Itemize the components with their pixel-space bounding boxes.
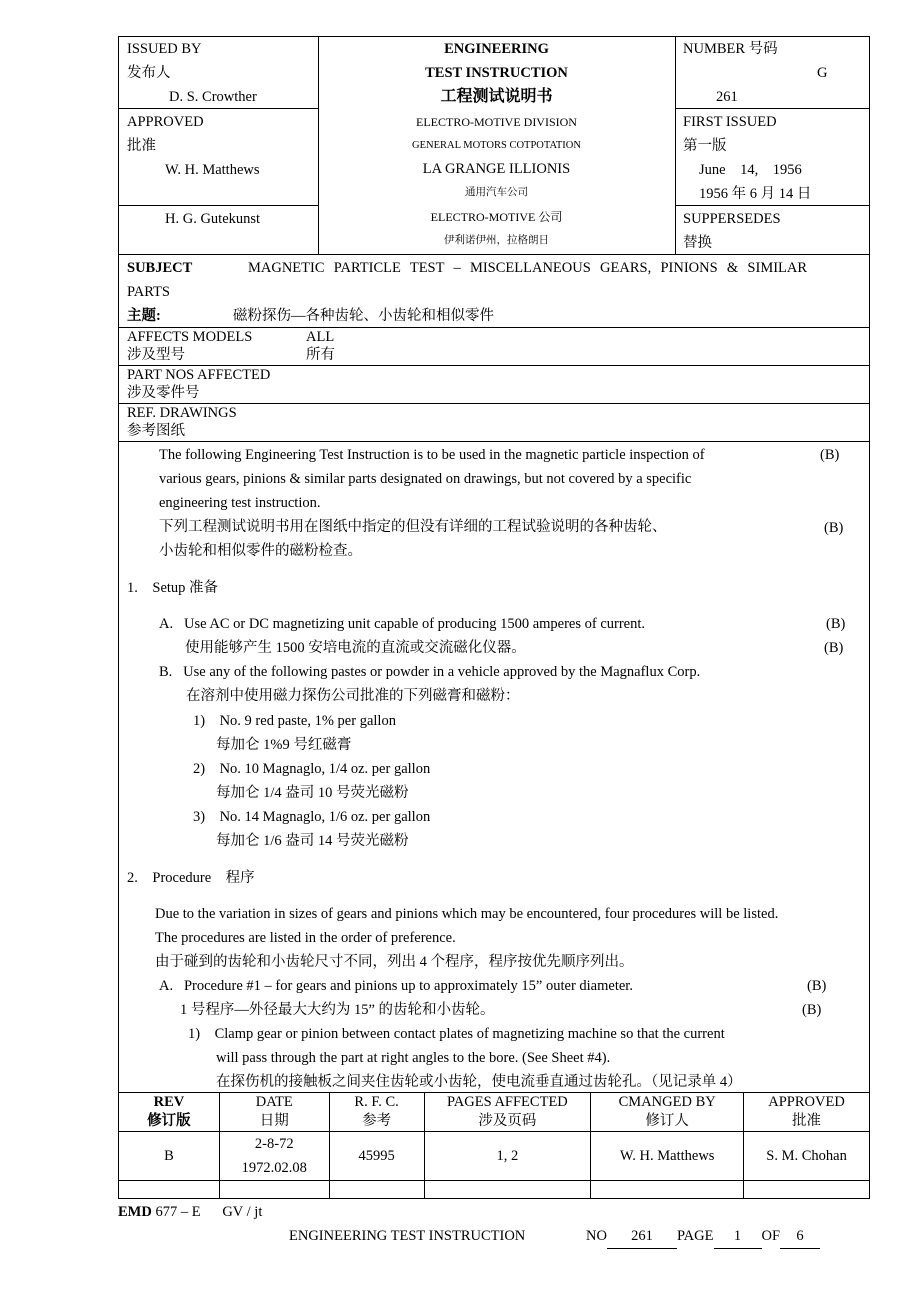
table-row <box>119 1132 870 1181</box>
revision-table-header <box>119 1093 870 1132</box>
models-label: AFFECTS MODELS <box>127 329 253 345</box>
subject-text-line1: MAGNETIC PARTICLE TEST – MISCELLANEOUS GEARS, PINIONS & SIMILAR <box>248 260 808 276</box>
subject-text-cn: 磁粉探伤—各种齿轮、小齿轮和相似零件 <box>233 308 494 324</box>
section-1b2-cn: 每加仑 1/4 盎司 10 号荧光磁粉 <box>216 785 409 801</box>
border-right <box>869 36 870 1092</box>
corporation-name: GENERAL MOTORS COTPOTATION <box>412 140 581 151</box>
first-issued-label: FIRST ISSUED <box>683 114 777 130</box>
number-suffix: G <box>817 65 828 81</box>
revision-table <box>118 1092 870 1199</box>
cell-rev: B <box>119 1132 220 1181</box>
location-name-cn: 伊利诺伊州，拉格朗日 <box>444 235 549 246</box>
section-2a-cn: 1 号程序—外径最大大约为 15” 的齿轮和小齿轮。 <box>180 1002 495 1018</box>
models-label-cn: 涉及型号 <box>127 347 185 363</box>
footer-of-value: 6 <box>780 1224 820 1249</box>
issued-by-label: ISSUED BY <box>127 41 202 57</box>
header-cell-rev: REV 修订版 <box>119 1093 220 1132</box>
approved-label-cn: 批准 <box>127 138 156 154</box>
section-2-title: 2. Procedure 程序 <box>127 870 255 886</box>
issued-by-label-cn: 发布人 <box>127 65 171 81</box>
number-value: 261 <box>716 89 738 105</box>
approved-label: APPROVED <box>127 114 204 130</box>
part-nos-label-cn: 涉及零件号 <box>127 385 200 401</box>
number-label: NUMBER 号码 <box>683 41 778 57</box>
section-1b1-en: 1) No. 9 red paste, 1% per gallon <box>193 713 396 729</box>
rev-mark: (B) <box>807 978 827 994</box>
section-2-intro-cn: 由于碰到的齿轮和小齿轮尺寸不同，列出 4 个程序，程序按优先顺序列出。 <box>155 954 634 970</box>
header-cell-date: DATE 日期 <box>219 1093 329 1132</box>
part-nos-label: PART NOS AFFECTED <box>127 367 271 383</box>
division-name-cn: ELECTRO-MOTIVE 公司 <box>430 210 563 224</box>
intro-cn-line2: 小齿轮和相似零件的磁粉检查。 <box>159 543 362 559</box>
footer-no-value: 261 <box>607 1224 677 1249</box>
issued-by-name: D. S. Crowther <box>169 89 257 105</box>
subject-text-line2: PARTS <box>127 284 170 300</box>
section-2-intro-en2: The procedures are listed in the order of preference. <box>155 930 456 946</box>
section-1b3-cn: 每加仑 1/6 盎司 14 号荧光磁粉 <box>216 833 409 849</box>
header-cell-pages: PAGES AFFECTED 涉及页码 <box>424 1093 591 1132</box>
cell-rfc: 45995 <box>329 1132 424 1181</box>
section-1-title: 1. Setup 准备 <box>127 580 219 596</box>
doc-title-cn: 工程测试说明书 <box>440 88 553 105</box>
footer-page-label: PAGE <box>676 1228 714 1244</box>
subject-label-cn: 主题: <box>127 308 161 324</box>
rule-header-bottom <box>118 254 870 255</box>
rev-mark: (B) <box>824 640 844 656</box>
intro-en-line1: The following Engineering Test Instruction is to be used in the magnetic particle inspection of <box>159 447 705 463</box>
rev-mark: (B) <box>824 520 844 536</box>
corporation-name-cn: 通用汽车公司 <box>465 187 528 198</box>
ref-drawings-label-cn: 参考图纸 <box>127 423 185 439</box>
section-2a1-cn: 在探伤机的接触板之间夹住齿轮或小齿轮，使电流垂直通过齿轮孔。（见记录单 4） <box>216 1074 742 1090</box>
section-2-intro-en1: Due to the variation in sizes of gears and pinions which may be encountered, four procedures will be listed. <box>155 906 779 922</box>
approved-name-2: H. G. Gutekunst <box>165 211 261 227</box>
header-cell-changed-by: CMANGED BY 修订人 <box>591 1093 744 1132</box>
section-1b-cn: 在溶剂中使用磁力探伤公司批准的下列磁膏和磁粉： <box>186 688 520 704</box>
border-left <box>118 36 119 1092</box>
first-issued-date-cn: 1956 年 6 月 14 日 <box>699 186 812 202</box>
section-1b1-cn: 每加仑 1%9 号红磁膏 <box>216 737 352 753</box>
supersedes-label: SUPPERSEDES <box>683 211 781 227</box>
section-2a1-en2: will pass through the part at right angles to the bore. (See Sheet #4). <box>216 1050 611 1066</box>
rule-header-1b <box>675 108 870 109</box>
section-2a-en: A. Procedure #1 – for gears and pinions up to approximately 15” outer diameter. <box>159 978 633 994</box>
rev-mark: (B) <box>802 1002 822 1018</box>
section-1a-cn: 使用能够产生 1500 安培电流的直流或交流磁化仪器。 <box>185 640 526 656</box>
intro-en-line2: various gears, pinions & similar parts designated on drawings, but not covered by a specific <box>159 471 692 487</box>
footer-page-value: 1 <box>714 1224 762 1249</box>
approved-name-1: W. H. Matthews <box>165 162 260 178</box>
footer-title: ENGINEERING TEST INSTRUCTION <box>289 1228 526 1244</box>
footer-of-label: OF <box>761 1228 781 1244</box>
footer-pagination <box>586 1224 820 1249</box>
intro-en-line3: engineering test instruction. <box>159 495 321 511</box>
models-value: ALL <box>306 329 335 345</box>
rule-header-2 <box>118 205 318 206</box>
section-1b-en: B. Use any of the following pastes or powder in a vehicle approved by the Magnaflux Corp. <box>159 664 701 680</box>
first-issued-label-cn: 第一版 <box>683 138 727 154</box>
footer-no-label: NO <box>586 1228 607 1244</box>
division-name: ELECTRO-MOTIVE DIVISION <box>416 115 577 129</box>
section-1a-en: A. Use AC or DC magnetizing unit capable of producing 1500 amperes of current. <box>159 616 646 632</box>
section-1b2-en: 2) No. 10 Magnaglo, 1/4 oz. per gallon <box>193 761 431 777</box>
location-name: LA GRANGE ILLIONIS <box>422 161 571 177</box>
section-1b3-en: 3) No. 14 Magnaglo, 1/6 oz. per gallon <box>193 809 431 825</box>
cell-approved: S. M. Chohan <box>744 1132 870 1181</box>
doc-title-line1: ENGINEERING <box>444 41 549 57</box>
cell-changed-by: W. H. Matthews <box>591 1132 744 1181</box>
first-issued-date: June 14, 1956 <box>699 162 802 178</box>
cell-pages: 1, 2 <box>424 1132 591 1181</box>
header-cell-approved: APPROVED 批准 <box>744 1093 870 1132</box>
header-cell-rfc: R. F. C. 参考 <box>329 1093 424 1132</box>
form-number: EMD 677 – E GV / jt <box>118 1204 263 1220</box>
rev-mark: (B) <box>826 616 846 632</box>
subject-label: SUBJECT <box>127 260 193 276</box>
table-row-empty <box>119 1181 870 1199</box>
header-divider-2 <box>675 36 676 254</box>
cell-date: 2-8-72 1972.02.08 <box>219 1132 329 1181</box>
models-value-cn: 所有 <box>306 347 335 363</box>
rule-refdrawings-bottom <box>118 441 870 442</box>
rev-mark: (B) <box>820 447 840 463</box>
intro-cn-line1: 下列工程测试说明书用在图纸中指定的但没有详细的工程试验说明的各种齿轮、 <box>159 519 667 535</box>
section-2a1-en1: 1) Clamp gear or pinion between contact plates of magnetizing machine so that the current <box>188 1026 725 1042</box>
supersedes-label-cn: 替换 <box>683 235 712 251</box>
doc-title-line2: TEST INSTRUCTION <box>425 65 568 81</box>
ref-drawings-label: REF. DRAWINGS <box>127 405 237 421</box>
